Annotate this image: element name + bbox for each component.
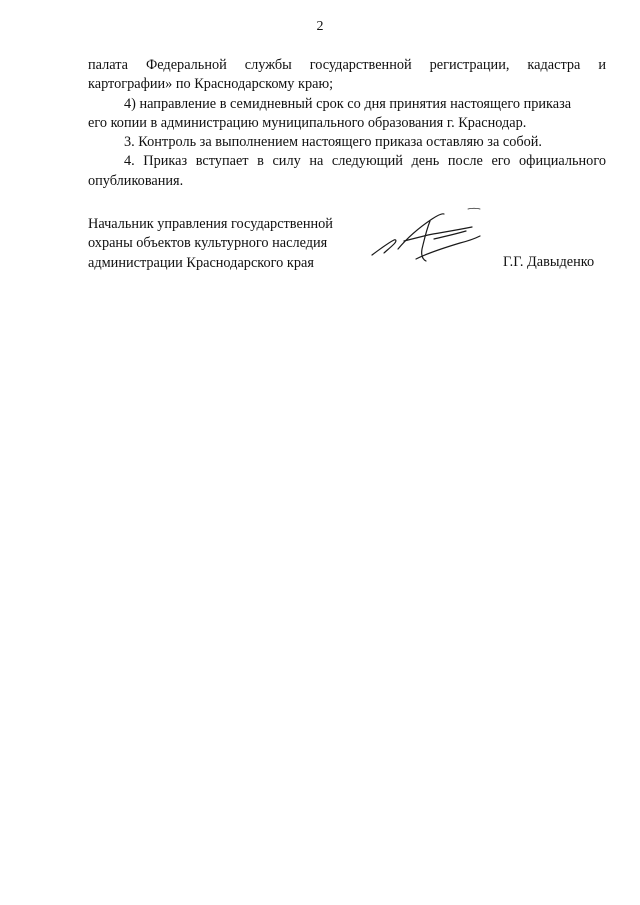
position-line-1: Начальник управления государственной (88, 216, 333, 232)
page-number: 2 (316, 19, 324, 34)
body-line-5: 3. Контроль за выполнением настоящего приказа оставляю за собой. (124, 134, 543, 151)
body-line-7: опубликования. (88, 172, 184, 189)
body-line-3: 4) направление в семидневный срок со дня принятия настоящего приказа (124, 95, 572, 112)
signer-name: Г.Г. Давыденко (503, 254, 595, 270)
document-body (88, 56, 606, 191)
body-line-6: 4. Приказ вступает в силу на следующий день после его официального (124, 153, 606, 170)
handwritten-signature (368, 203, 490, 271)
position-line-2: охраны объектов культурного наследия (88, 235, 328, 252)
body-line-1: палата Федеральной службы государственной регистрации, кадастра и (88, 57, 606, 73)
position-line-3: администрации Краснодарского края (88, 254, 314, 271)
body-line-2: картографии» по Краснодарскому краю; (88, 76, 334, 93)
body-line-4: его копии в администрацию муниципального образования г. Краснодар. (88, 114, 527, 131)
signature-position-title (88, 215, 333, 273)
